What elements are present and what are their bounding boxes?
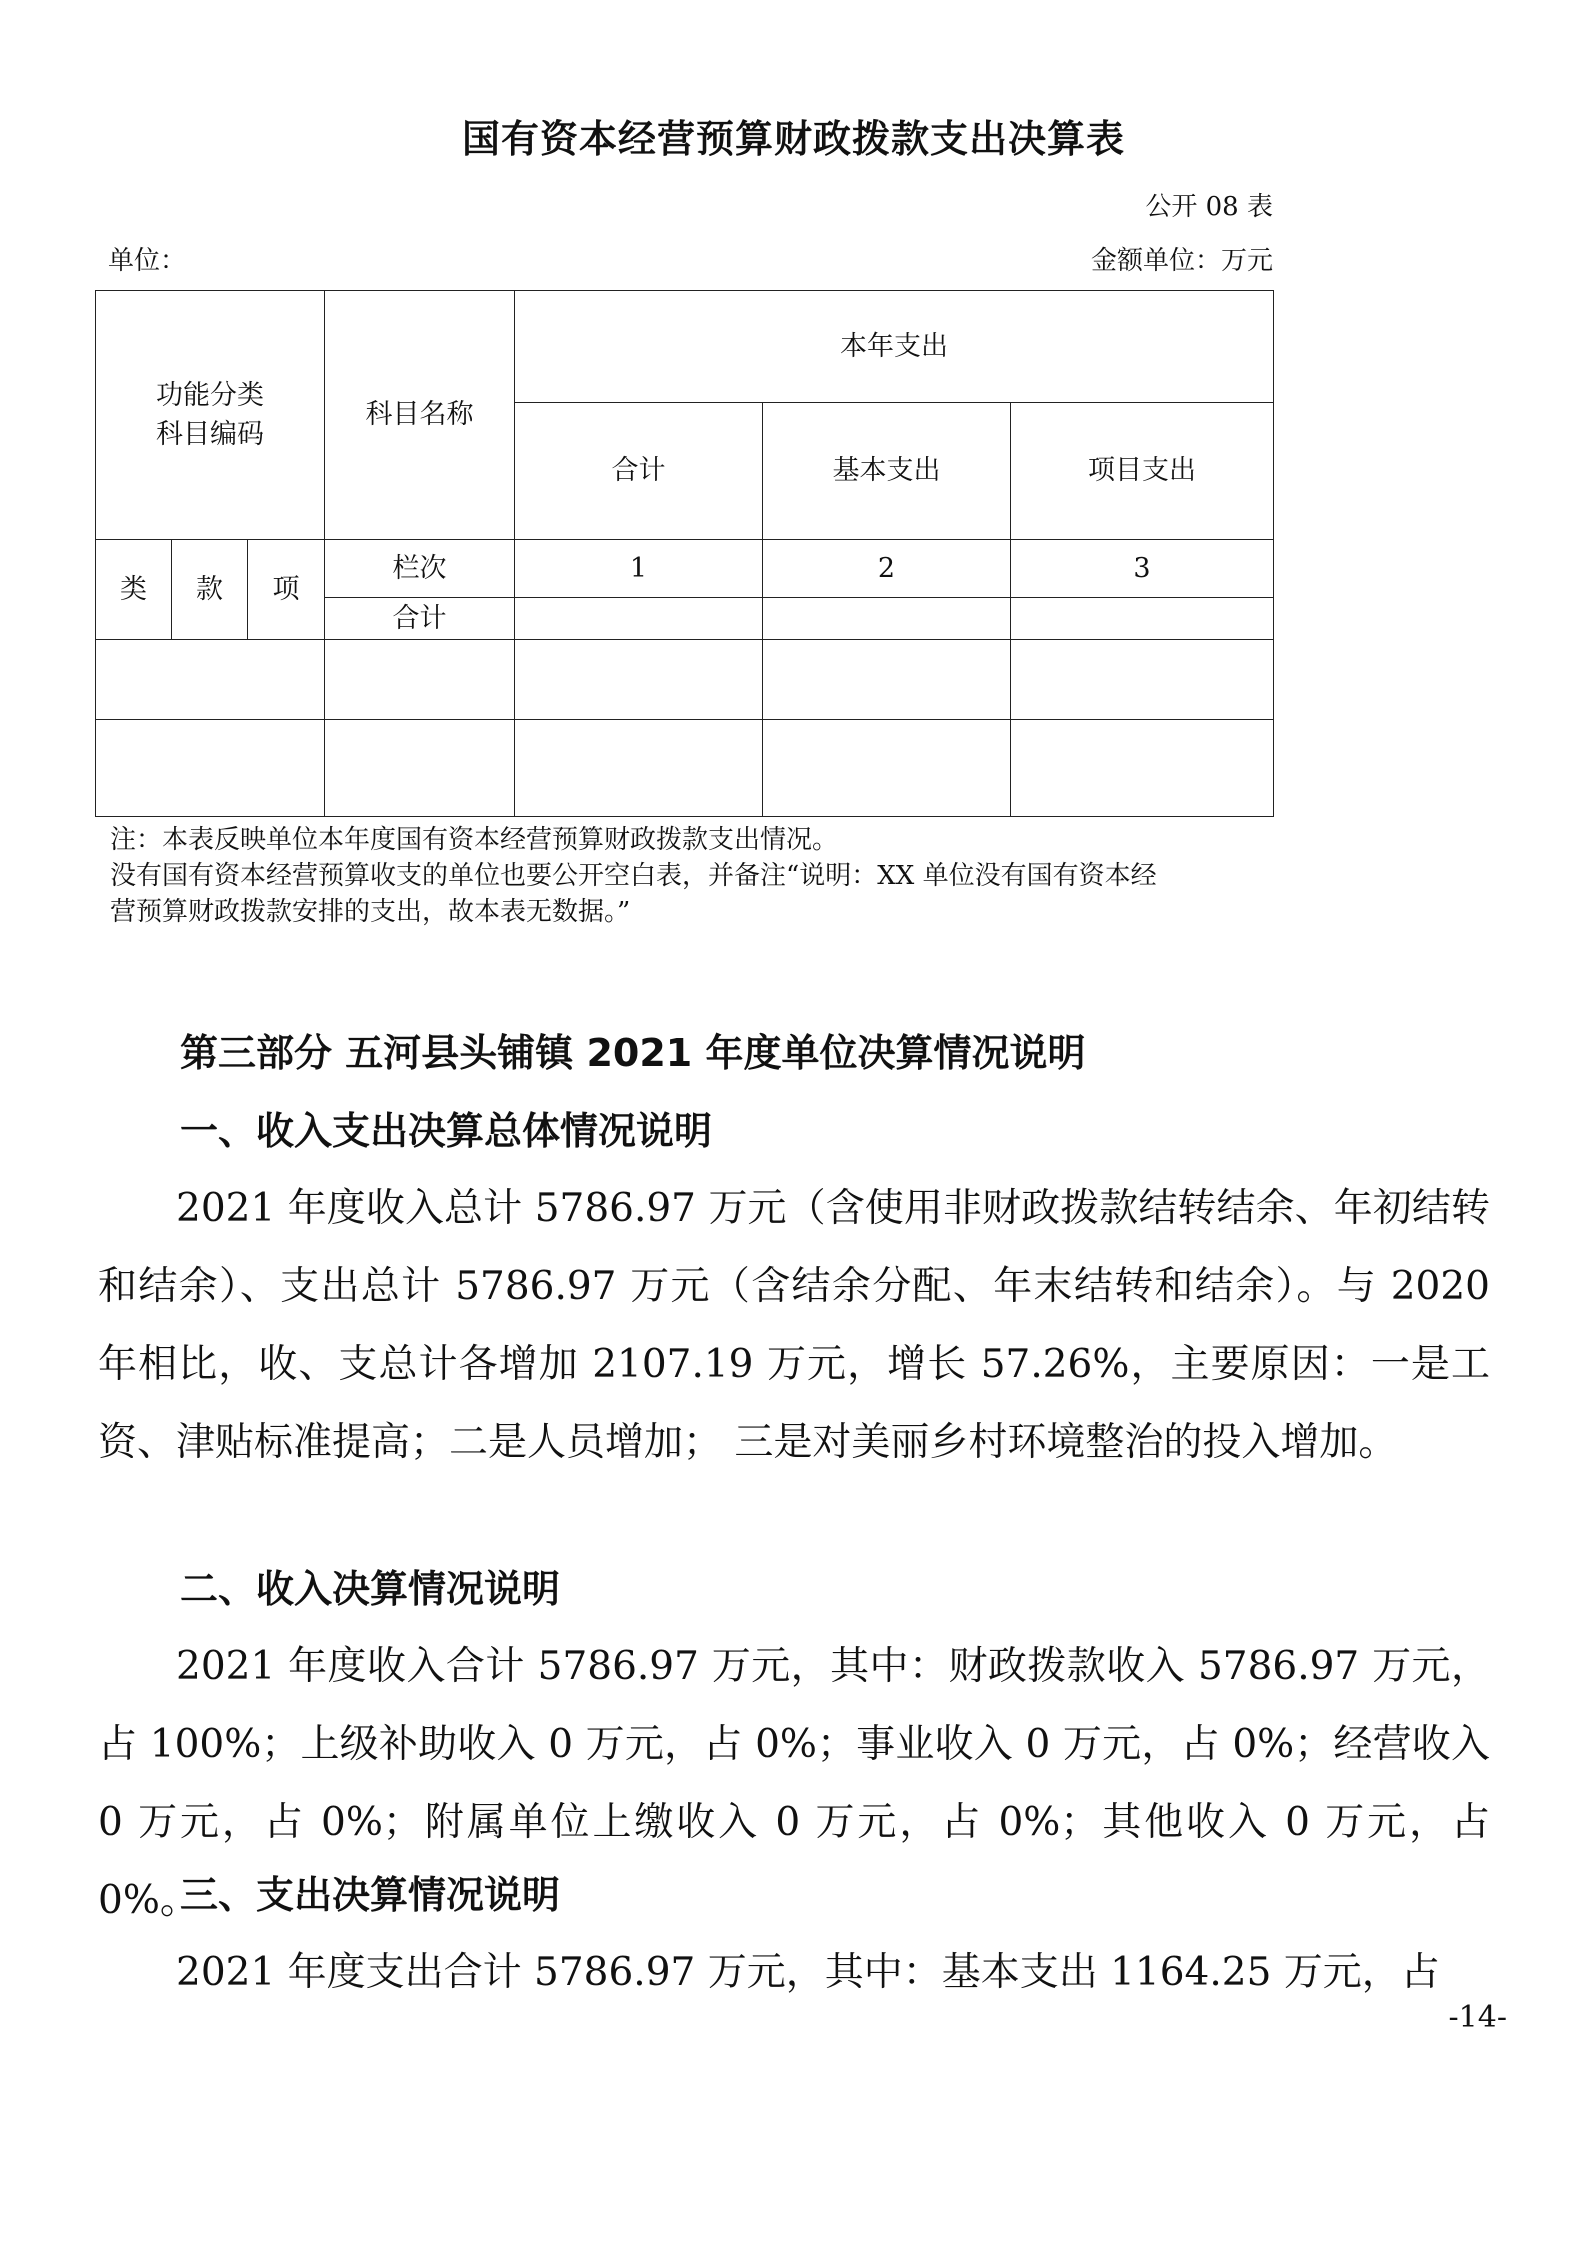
total-cell (763, 598, 1011, 640)
table-cell (763, 640, 1011, 720)
column-number-3: 3 (1011, 540, 1274, 598)
table-cell (325, 640, 515, 720)
total-row-label: 合计 (325, 598, 515, 640)
table-cell (1011, 640, 1274, 720)
note-line-2: 没有国有资本经营预算收支的单位也要公开空白表，并备注“说明：XX 单位没有国有资本经 (110, 861, 1157, 891)
table-cell (763, 720, 1011, 817)
part-heading: 第三部分 五河县头铺镇 2021 年度单位决算情况说明 (180, 1031, 1086, 1075)
code-col-category: 类 (96, 540, 172, 640)
total-cell (515, 598, 763, 640)
code-header: 功能分类 科目编码 (96, 291, 325, 540)
code-col-item: 项 (248, 540, 325, 640)
section-heading-3: 三、支出决算情况说明 (180, 1873, 561, 1917)
header-row (96, 291, 1274, 403)
code-col-section: 款 (172, 540, 248, 640)
section-paragraph-2: 2021 年度收入合计 5786.97 万元，其中：财政拨款收入 5786.97 万元，占 100%；上级补助收入 0 万元，占 0%；事业收入 0 万元，占 0%；经营收入 0 万元，占 0%；附属单位上缴收入 0 万元，占 0%；其他收入 0 万元，占 0%。 (98, 1644, 1490, 1923)
section-paragraph-1: 2021 年度收入总计 5786.97 万元（含使用非财政拨款结转结余、年初结转和结余）、支出总计 5786.97 万元（含结余分配、年末结转和结余）。与 2020 年相比，收、支总计各增加 2107.19 万元，增长 57.26%，主要原因：一是工资、津贴标准提高；二是人员增加； 三是对美丽乡村环境整治的投入增加。 (98, 1186, 1490, 1465)
section-paragraph-3: 2021 年度支出合计 5786.97 万元，其中：基本支出 1164.25 万元，占 (176, 1950, 1440, 1995)
section-body-1 (98, 1170, 1490, 1482)
sub-header-project: 项目支出 (1011, 403, 1274, 540)
column-number-row (96, 540, 1274, 598)
page-title: 国有资本经营预算财政拨款支出决算表 (461, 117, 1125, 161)
column-row-label: 栏次 (325, 540, 515, 598)
sub-header-basic: 基本支出 (763, 403, 1011, 540)
year-expense-header: 本年支出 (515, 291, 1274, 403)
section-heading-2: 二、收入决算情况说明 (180, 1567, 561, 1611)
table-row (96, 640, 1274, 720)
section-body-3 (98, 1934, 1490, 2012)
column-number-1: 1 (515, 540, 763, 598)
budget-table (95, 290, 1274, 817)
amount-unit: 金额单位：万元 (1090, 246, 1273, 276)
table-cell (515, 640, 763, 720)
table-cell (1011, 720, 1274, 817)
table-cell (515, 720, 763, 817)
table-number: 公开 08 表 (1145, 192, 1273, 222)
table-cell (96, 640, 325, 720)
note-line-3: 营预算财政拨款安排的支出，故本表无数据。” (110, 897, 631, 927)
table-cell (325, 720, 515, 817)
total-cell (1011, 598, 1274, 640)
name-header: 科目名称 (325, 291, 515, 540)
column-number-2: 2 (763, 540, 1011, 598)
sub-header-total: 合计 (515, 403, 763, 540)
unit-label: 单位： (108, 246, 187, 276)
table-row (96, 720, 1274, 817)
table-cell (96, 720, 325, 817)
page-number: -14- (1448, 2000, 1507, 2035)
note-line-1: 注：本表反映单位本年度国有资本经营预算财政拨款支出情况。 (110, 825, 839, 855)
section-heading-1: 一、收入支出决算总体情况说明 (180, 1109, 713, 1153)
